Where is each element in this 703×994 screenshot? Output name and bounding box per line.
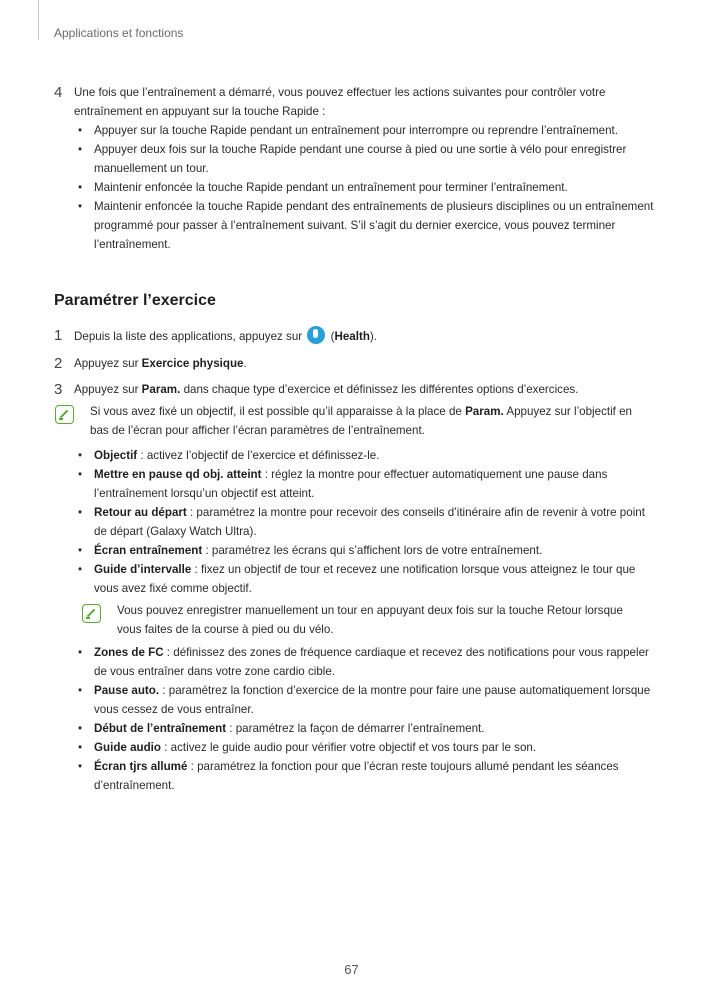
list-item xyxy=(74,719,654,738)
list-item xyxy=(74,446,654,465)
step-text xyxy=(74,354,654,373)
note-icon xyxy=(82,604,101,623)
step-number: 2 xyxy=(54,355,63,372)
note-text-part: Si vous avez fixé un objectif, il est possible qu’il apparaisse à la place de xyxy=(90,405,466,418)
step-number: 3 xyxy=(54,381,63,398)
step-text xyxy=(74,326,654,346)
option-term: Mettre en pause qd obj. atteint xyxy=(94,468,262,481)
option-desc: : définissez des zones de fréquence cardiaque et recevez des notifications pour vous rappeler de vous entraîner dans votre zone cardio cible. xyxy=(94,646,649,678)
list-item xyxy=(74,465,654,503)
section-title: Paramétrer l’exercice xyxy=(54,292,216,309)
header-title: Applications et fonctions xyxy=(54,26,184,40)
step-number: 1 xyxy=(54,327,63,344)
list-item: • Maintenir enfoncée la touche Rapide pendant un entraînement pour terminer l’entraînement. xyxy=(74,178,654,197)
option-desc: : paramétrez la façon de démarrer l’entraînement. xyxy=(226,722,485,735)
menu-name: Param. xyxy=(465,405,504,418)
option-desc: : activez le guide audio pour vérifier votre objectif et vos tours par le son. xyxy=(161,741,537,754)
menu-name: Exercice physique xyxy=(141,357,244,370)
list-item xyxy=(74,503,654,541)
page-number: 67 xyxy=(344,962,359,977)
step-text-part: dans chaque type d’exercice et définissez les différentes options d’exercices. xyxy=(180,383,579,396)
step-text-part: Appuyez sur xyxy=(74,383,142,396)
step-text-part: Appuyez sur xyxy=(74,357,142,370)
option-desc: : paramétrez la montre pour recevoir des conseils d’itinéraire afin de revenir à votre point de départ (Galaxy Watch Ultra). xyxy=(94,506,645,538)
list-item: • Maintenir enfoncée la touche Rapide pendant des entraînements de plusieurs disciplines ou un entraînement programmé pour passer à l’entraînement suivant. S’il s’agit du dernier exercice, vous pouvez terminer l’entraînement. xyxy=(74,197,654,254)
header-divider xyxy=(38,0,39,40)
option-desc: : activez l’objectif de l’exercice et définissez-le. xyxy=(137,449,380,462)
option-term: Pause auto. xyxy=(94,684,160,697)
list-item: • Appuyer sur la touche Rapide pendant un entraînement pour interrompre ou reprendre l’entraînement. xyxy=(74,121,654,140)
options-list xyxy=(74,643,654,795)
list-item xyxy=(74,681,654,719)
step-2 xyxy=(54,354,654,373)
list-item xyxy=(74,643,654,681)
option-term: Retour au départ xyxy=(94,506,187,519)
option-term: Écran entraînement xyxy=(94,544,203,557)
step-text-part: ). xyxy=(369,330,377,343)
step-1 xyxy=(54,326,654,346)
option-term: Guide d’intervalle xyxy=(94,563,192,576)
option-term: Zones de FC xyxy=(94,646,164,659)
note-icon xyxy=(55,405,74,424)
health-app-icon xyxy=(307,326,325,344)
note-text-part: Appuyez sur l’objectif en bas de l’écran pour afficher l’écran paramètres de l’entraînement. xyxy=(90,405,632,437)
step-number: 4 xyxy=(54,84,63,101)
list-item xyxy=(74,560,654,598)
app-name: Health xyxy=(334,330,370,343)
step-text-part: ( xyxy=(327,330,335,343)
option-term: Objectif xyxy=(94,449,138,462)
option-desc: : paramétrez la fonction pour que l’écran reste toujours allumé pendant les séances d’entraînement. xyxy=(94,760,619,792)
list-item xyxy=(74,541,654,560)
option-desc: : paramétrez la fonction d’exercice de la montre pour faire une pause automatiquement lorsque vous cessez de vous entraîner. xyxy=(94,684,651,716)
option-term: Début de l’entraînement xyxy=(94,722,227,735)
list-item: • Appuyer deux fois sur la touche Rapide pendant une course à pied ou une sortie à vélo pour enregistrer manuellement un tour. xyxy=(74,140,654,178)
option-desc: : réglez la montre pour effectuer automatiquement une pause dans l’entraînement lorsqu’un objectif est atteint. xyxy=(94,468,608,500)
menu-name: Param. xyxy=(141,383,181,396)
step-text: Une fois que l’entraînement a démarré, vous pouvez effectuer les actions suivantes pour contrôler votre entraînement en appuyant sur la touche Rapide : xyxy=(74,86,606,118)
list-item xyxy=(74,757,654,795)
step-3 xyxy=(54,380,654,399)
step-4 xyxy=(54,83,654,254)
option-desc: : fixez un objectif de tour et recevez une notification lorsque vous atteignez le tour que vous avez fixé comme objectif. xyxy=(94,563,636,595)
action-list xyxy=(74,121,654,254)
note-text: Vous pouvez enregistrer manuellement un tour en appuyant deux fois sur la touche Retour lorsque vous faites de la course à pied ou du vélo. xyxy=(117,604,623,636)
step-text-part: Depuis la liste des applications, appuyez sur xyxy=(74,330,303,343)
list-item xyxy=(74,738,654,757)
option-term: Écran tjrs allumé xyxy=(94,760,188,773)
option-desc: : paramétrez les écrans qui s’affichent lors de votre entraînement. xyxy=(202,544,543,557)
step-text-part: . xyxy=(243,357,247,370)
options-list xyxy=(74,446,654,598)
step-text xyxy=(74,380,654,399)
note-text xyxy=(90,402,650,440)
option-term: Guide audio xyxy=(94,741,161,754)
